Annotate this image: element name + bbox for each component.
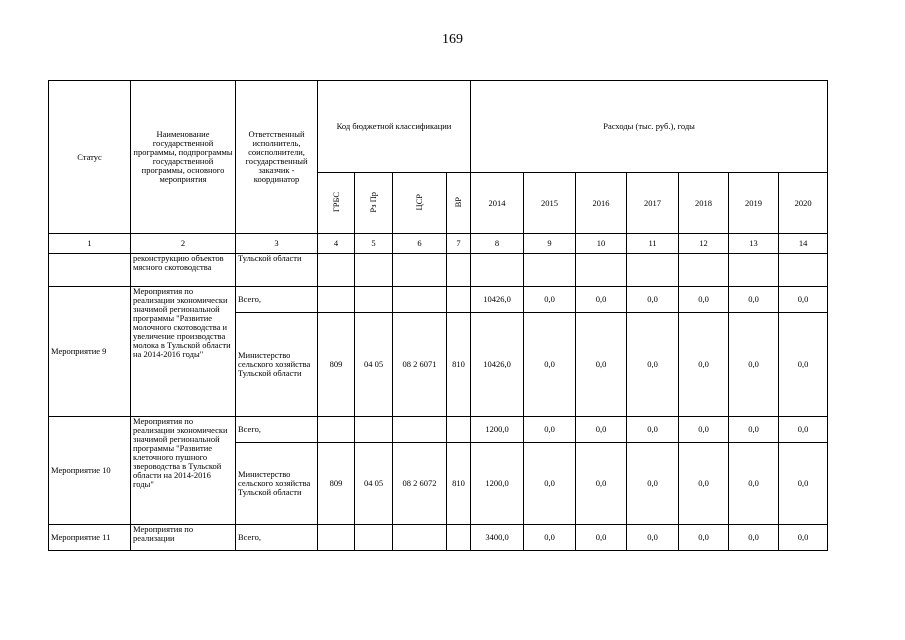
csr-cell: 08 2 6071 (393, 313, 447, 417)
header-code-vr: ВР (453, 196, 464, 208)
rzpr-cell: 04 05 (355, 443, 393, 525)
column-number: 10 (576, 234, 627, 254)
column-number: 4 (318, 234, 355, 254)
continuation-row (49, 254, 828, 287)
header-budget-code: Код бюджетной классификации (318, 81, 471, 173)
column-number: 5 (355, 234, 393, 254)
rzpr-cell (355, 417, 393, 443)
column-number-row (49, 234, 828, 254)
table-row (49, 287, 828, 313)
column-number: 7 (447, 234, 471, 254)
measure-status: Мероприятие 10 (49, 417, 131, 525)
rzpr-cell (355, 525, 393, 551)
expense-value: 0,0 (627, 443, 679, 525)
expense-value: 0,0 (729, 525, 779, 551)
page-number: 169 (442, 32, 463, 47)
expense-value: 0,0 (576, 443, 627, 525)
grbs-cell (318, 417, 355, 443)
header-code-rzpr: Рз Пр (368, 191, 378, 213)
expense-value: 0,0 (627, 313, 679, 417)
column-number: 14 (779, 234, 828, 254)
vr-cell: 810 (447, 313, 471, 417)
grbs-cell (318, 287, 355, 313)
expense-value: 0,0 (627, 417, 679, 443)
expense-value: 10426,0 (471, 313, 524, 417)
vr-cell (447, 287, 471, 313)
grbs-cell: 809 (318, 443, 355, 525)
expense-value: 0,0 (679, 443, 729, 525)
expense-value: 0,0 (627, 287, 679, 313)
expense-value: 0,0 (729, 313, 779, 417)
column-number: 3 (236, 234, 318, 254)
expense-value: 3400,0 (471, 525, 524, 551)
expense-value: 0,0 (576, 287, 627, 313)
expense-value: 0,0 (679, 525, 729, 551)
header-code-csr: ЦСР (414, 193, 424, 211)
header-year: 2018 (679, 173, 729, 234)
expense-value: 0,0 (779, 443, 828, 525)
expense-value: 0,0 (779, 287, 828, 313)
expense-value: 0,0 (524, 313, 576, 417)
header-code-grbs: ГРБС (330, 191, 341, 213)
measure-status: Мероприятие 11 (49, 525, 131, 551)
grbs-cell (318, 525, 355, 551)
column-number: 1 (49, 234, 131, 254)
header-expenses: Расходы (тыс. руб.), годы (471, 81, 828, 173)
csr-cell (393, 417, 447, 443)
expense-value: 0,0 (524, 525, 576, 551)
expense-value: 0,0 (576, 525, 627, 551)
expense-value: 0,0 (627, 525, 679, 551)
expense-value: 0,0 (779, 313, 828, 417)
column-number: 13 (729, 234, 779, 254)
header-year: 2020 (779, 173, 828, 234)
csr-cell (393, 287, 447, 313)
table-row (49, 525, 828, 551)
expense-value: 1200,0 (471, 443, 524, 525)
rzpr-cell (355, 287, 393, 313)
expense-value: 0,0 (729, 417, 779, 443)
csr-cell (393, 525, 447, 551)
column-number: 9 (524, 234, 576, 254)
continuation-name: реконструкцию объектов мясного скотоводства (131, 254, 236, 287)
expense-value: 0,0 (524, 287, 576, 313)
vr-cell (447, 525, 471, 551)
grbs-cell: 809 (318, 313, 355, 417)
vr-cell: 810 (447, 443, 471, 525)
column-number: 11 (627, 234, 679, 254)
column-number: 6 (393, 234, 447, 254)
expense-value: 0,0 (524, 443, 576, 525)
expense-value: 10426,0 (471, 287, 524, 313)
executor-cell: Министерство сельского хозяйства Тульской области (236, 313, 318, 417)
expense-value: 0,0 (576, 313, 627, 417)
header-name: Наименование государственной программы, подпрограммы государственной программы, основного мероприятия (131, 81, 236, 234)
measure-name: Мероприятия по реализации экономически значимой региональной программы "Развитие молочного скотоводства и увеличение производства молока в Тульской области на 2014-2016 годы" (131, 287, 236, 417)
measure-name: Мероприятия по реализации экономически значимой региональной программы "Развитие клеточного пушного звероводства в Тульской области на 2014-2016 годы" (131, 417, 236, 525)
executor-cell: Всего, (236, 525, 318, 551)
measure-status: Мероприятие 9 (49, 287, 131, 417)
header-year: 2017 (627, 173, 679, 234)
executor-cell: Министерство сельского хозяйства Тульской области (236, 443, 318, 525)
expense-value: 0,0 (679, 287, 729, 313)
expense-value: 0,0 (524, 417, 576, 443)
rzpr-cell: 04 05 (355, 313, 393, 417)
expense-value: 0,0 (779, 417, 828, 443)
executor-cell: Всего, (236, 287, 318, 313)
column-number: 2 (131, 234, 236, 254)
column-number: 12 (679, 234, 729, 254)
expense-value: 0,0 (729, 287, 779, 313)
header-year: 2014 (471, 173, 524, 234)
header-status: Статус (49, 81, 131, 234)
header-year: 2016 (576, 173, 627, 234)
column-number: 8 (471, 234, 524, 254)
header-executor: Ответственный исполнитель, соисполнители, государственный заказчик - координатор (236, 81, 318, 234)
expense-value: 0,0 (576, 417, 627, 443)
expense-value: 0,0 (679, 417, 729, 443)
expense-value: 1200,0 (471, 417, 524, 443)
expense-value: 0,0 (779, 525, 828, 551)
expense-value: 0,0 (729, 443, 779, 525)
vr-cell (447, 417, 471, 443)
executor-cell: Всего, (236, 417, 318, 443)
header-year: 2015 (524, 173, 576, 234)
header-year: 2019 (729, 173, 779, 234)
table-row (49, 417, 828, 443)
measure-name: Мероприятия по реализации (131, 525, 236, 551)
continuation-executor: Тульской области (236, 254, 318, 287)
expense-value: 0,0 (679, 313, 729, 417)
budget-table (48, 80, 828, 551)
csr-cell: 08 2 6072 (393, 443, 447, 525)
